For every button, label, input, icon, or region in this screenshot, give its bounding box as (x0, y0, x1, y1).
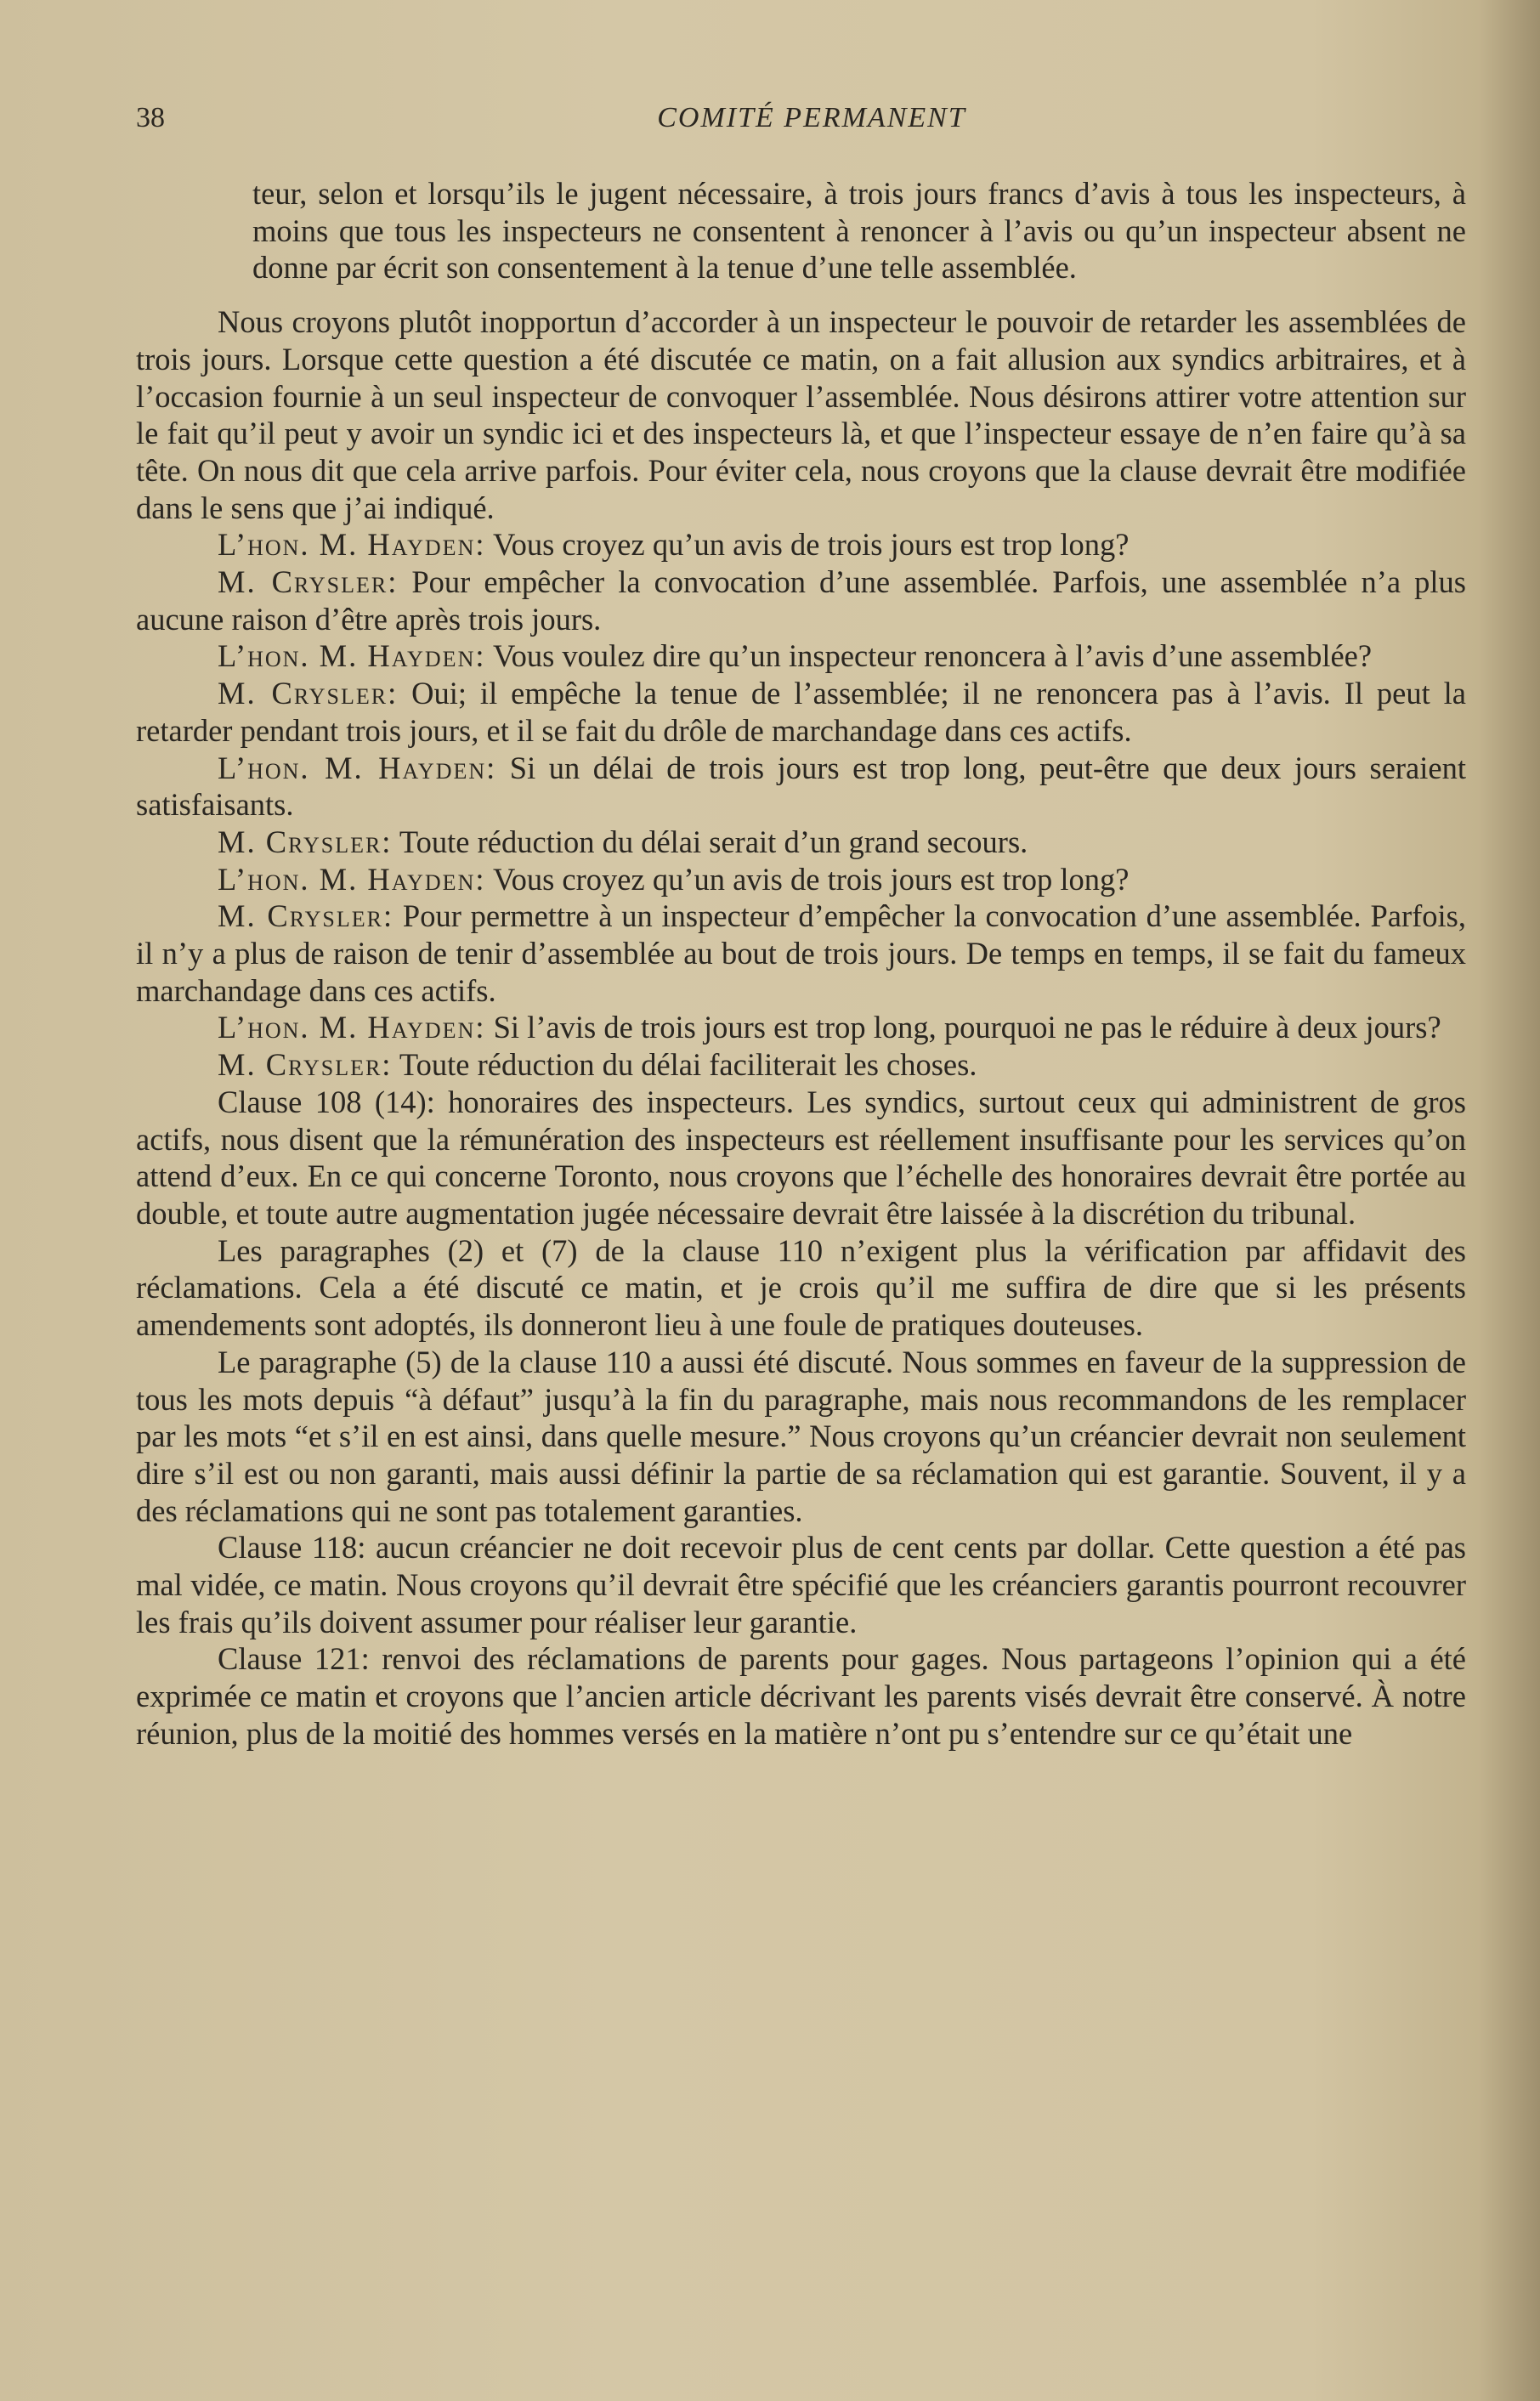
dialogue-paragraph: M. Crysler: Toute réduction du délai serait d’un grand secours. (218, 824, 1028, 859)
page-header (136, 102, 1462, 144)
speaker: M. Crysler: (218, 898, 394, 934)
speaker: L’hon. M. Hayden: (218, 638, 486, 674)
paragraph: Nous croyons plutôt inopportun d’accorder à un inspecteur le pouvoir de retarder les assemblées de trois jours. Lorsque cette question a été discutée ce matin, on a fait allusion aux syndics arbitraires, et à l’occasion fournie à un seul inspecteur de convoquer l’assemblée. Nous désirons attirer votre attention sur le fait qu’il peut y avoir un syndic ici et des inspecteurs là, et que l’inspecteur essaye de n’en faire qu’à sa tête. On nous dit que cela arrive parfois. Pour éviter cela, nous croyons que la clause devrait être modifiée dans le sens que j’ai indiqué. (136, 304, 1466, 525)
speaker: M. Crysler: (218, 676, 399, 711)
page-number: 38 (136, 102, 165, 133)
paragraph: Le paragraphe (5) de la clause 110 a aussi été discuté. Nous sommes en faveur de la suppression de tous les mots depuis “à défaut” jusqu’à la fin du paragraphe, mais nous recommandons de les remplacer par les mots “et s’il en est ainsi, dans quelle mesure.” Nous croyons qu’un créancier devrait non seulement dire s’il est ou non garanti, mais aussi définir la partie de sa réclamation qui est garantie. Souvent, il y a des réclamations qui ne sont pas totalement garanties. (136, 1344, 1466, 1528)
speaker: L’hon. M. Hayden: (218, 750, 497, 785)
speaker: M. Crysler: (218, 1047, 393, 1083)
dialogue-paragraph: L’hon. M. Hayden: Vous croyez qu’un avis de trois jours est trop long? (218, 527, 1130, 563)
dialogue-paragraph: L’hon. M. Hayden: Si un délai de trois jours est trop long, peut-être que deux jours seraient satisfaisants. (136, 750, 1466, 823)
document-body (136, 175, 1466, 1753)
running-title: COMITÉ PERMANENT (657, 102, 966, 133)
dialogue-paragraph: M. Crysler: Oui; il empêche la tenue de l’assemblée; il ne renoncera pas à l’avis. Il peut la retarder pendant trois jours, et il se fait du drôle de marchandage dans ces actifs. (136, 676, 1466, 748)
paragraph: Les paragraphes (2) et (7) de la clause 110 n’exigent plus la vérification par affidavit des réclamations. Cela a été discuté ce matin, et je crois qu’il me suffira de dire que si les présents amendements sont adoptés, ils donneront lieu à une foule de pratiques douteuses. (136, 1232, 1466, 1343)
speaker: M. Crysler: (218, 824, 393, 859)
paragraph: Clause 121: renvoi des réclamations de parents pour gages. Nous partageons l’opinion qui a été exprimée ce matin et croyons que l’ancien article décrivant les parents visés devrait être conservé. À notre réunion, plus de la moitié des hommes versés en la matière n’ont pu s’entendre sur ce qu’était une (136, 1641, 1466, 1751)
dialogue-paragraph: M. Crysler: Toute réduction du délai faciliterait les choses. (218, 1047, 977, 1083)
speaker: L’hon. M. Hayden: (218, 527, 486, 563)
speaker: L’hon. M. Hayden: (218, 861, 486, 897)
speaker: L’hon. M. Hayden: (218, 1010, 486, 1045)
dialogue-paragraph: M. Crysler: Pour empêcher la convocation d’une assemblée. Parfois, une assemblée n’a plus aucune raison d’être après trois jours. (136, 564, 1466, 637)
speaker: M. Crysler: (218, 564, 399, 600)
paragraph: Clause 108 (14): honoraires des inspecteurs. Les syndics, surtout ceux qui administrent de gros actifs, nous disent que la rémunération des inspecteurs est réellement insuffisante pour les services qu’on attend d’eux. En ce qui concerne Toronto, nous croyons que l’échelle des honoraires devrait être portée au double, et toute autre augmentation jugée nécessaire devrait être laissée à la discrétion du tribunal. (136, 1084, 1466, 1231)
dialogue-paragraph: M. Crysler: Pour permettre à un inspecteur d’empêcher la convocation d’une assemblée. Parfois, il n’y a plus de raison de tenir d’assemblée au bout de trois jours. De temps en temps, il se fait du fameux marchandage dans ces actifs. (136, 898, 1466, 1008)
dialogue-paragraph: L’hon. M. Hayden: Vous croyez qu’un avis de trois jours est trop long? (218, 861, 1130, 897)
dialogue-paragraph: L’hon. M. Hayden: Si l’avis de trois jours est trop long, pourquoi ne pas le réduire à deux jours? (218, 1010, 1441, 1045)
paragraph: Clause 118: aucun créancier ne doit recevoir plus de cent cents par dollar. Cette question a été pas mal vidée, ce matin. Nous croyons qu’il devrait être spécifié que les créanciers garantis pourront recouvrer les frais qu’ils doivent assumer pour réaliser leur garantie. (136, 1530, 1466, 1639)
dialogue-paragraph: L’hon. M. Hayden: Vous voulez dire qu’un inspecteur renoncera à l’avis d’une assemblée? (218, 638, 1373, 674)
paragraph-continued: teur, selon et lorsqu’ils le jugent nécessaire, à trois jours francs d’avis à tous les inspecteurs, à moins que tous les inspecteurs ne consentent à renoncer à l’avis ou qu’un inspecteur absent ne donne par écrit son consentement à la tenue d’une telle assemblée. (252, 176, 1466, 286)
